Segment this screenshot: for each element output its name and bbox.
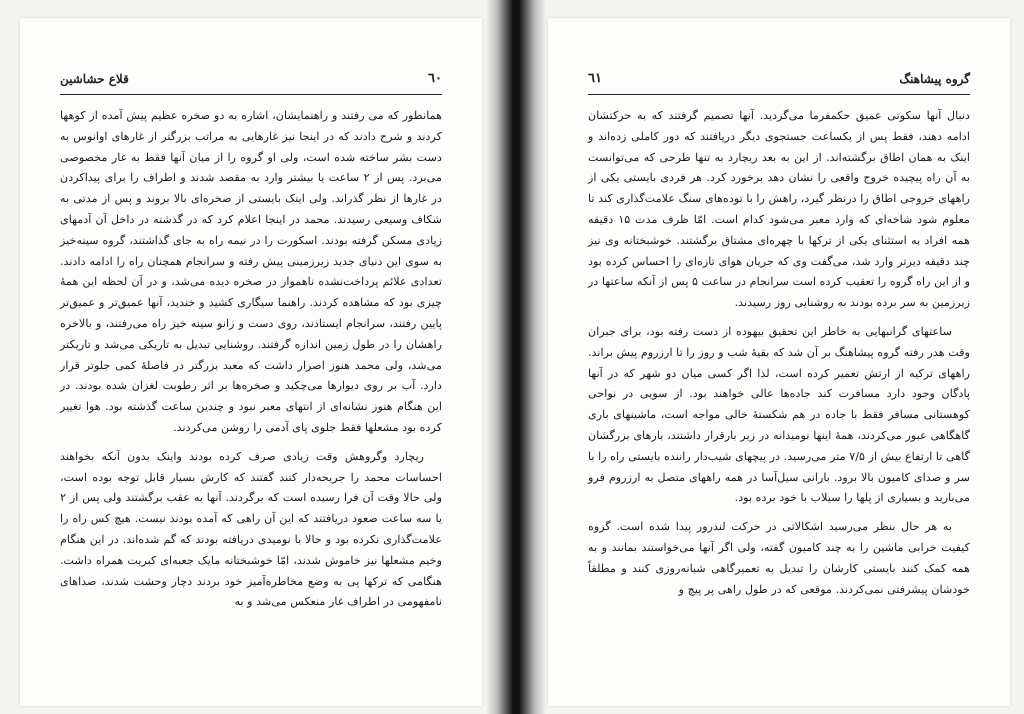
paragraph: دنبال آنها سکوتی عمیق حکمفرما می‌گردید. آنها تصمیم گرفتند که به حرکتشان ادامه دهند، فقط پس از یکساعت جستجوی دیگر دریافتند که دور کاملی زده‌اند و اینک به همان اطاق برگشته‌اند. از این به بعد ریچارد به تنها طرحی که می‌توانست به آن راه پیچیده خروج واقعی را نشان دهد برخورد کرد. هر فردی بایستی یکی از راههای خروجی اطاق را درنظر گیرد، راهش را با توده‌های سنگ علامت‌گذاری کند تا معلوم شود شاخه‌ای که وارد معبر می‌شود کدام است. امّا ظرف مدت ۱۵ دقیقه همه افراد به استثنای یکی از ترکها با چهره‌ای مشتاق برگشتند. خوشبختانه وی نیز چند دقیقه دیرتر وارد شد، می‌گفت وی که جریان هوای تازه‌ای را احساس کرده بود و از این راه گروه را تعقیب کرده است سرانجام در ساعت ۵ پس از آنکه ساعتها در زیرزمین به سر برده بودند به روشنایی روز رسیدند. (588, 109, 970, 310)
left-page-number: ٦٠ (428, 71, 442, 86)
right-page-body (588, 106, 970, 600)
right-running-title: گروه پیشاهنگ (899, 72, 970, 86)
left-running-title: قلاع حشاشين (60, 72, 129, 86)
left-page-body (60, 106, 442, 613)
paragraph: ساعتهای گرانبهایی به خاطر این تحقیق بیهوده از دست رفته بود، برای جبران وقت هدر رفته گروه پیشاهنگ بر آن شد که بقیهٔ شب و روز را تا ارزروم پیش براند. راههای ترکیه از ارتش تعمیر کرده است، لذا اگر کسی میان دو شهر که در آنها پادگان وجود دارد مسافرت کند جاده‌ها عالی خواهند بود. از سویی در نواحی کوهستانی مسافر فقط با جاده در هم شکستهٔ خالی مواجه است، ماشینهای باری گاهگاهی عبور می‌کردند، همهٔ اینها نومیدانه در زیر بارقرار داشتند، بارهای بزرگشان گاهی تا ارتفاع بیش از ۷/۵ متر می‌رسید. در پیچهای شیب‌دار راننده بایستی راه را با سر و صدای کامیون بالا برود. بارانی سیل‌آسا در همه راههای متصل به ارزروم فرو می‌بارید و بسیاری از پلها را سیلاب با خود برده بود. (588, 324, 970, 505)
book-gutter (486, 0, 546, 714)
paragraph: به هر حال بنظر می‌رسید اشکالاتی در حرکت لندرور پیدا شده است. گروه کیفیت خرابی ماشین را به چند کامیون گفته، ولی اگر آنها می‌خواستند بمانند و به همه کمک کنند بایستی کارشان را تبدیل به تعمیرگاهی شبانه‌روزی کنند و مطلقاً خودشان پیشرفتی نمی‌کردند. موقعی که در طول راهی پر پیچ و (588, 520, 970, 596)
right-page-number: ٦١ (588, 71, 602, 86)
right-page-header (588, 68, 970, 95)
paragraph: همانطور که می رفتند و راهنمایشان، اشاره به دو صخره عظیم پیش آمده از کوهها کردند و شرح دادند که در اینجا نیز غارهایی به مراتب بزرگتر از غارهای اوانوس به دست بشر ساخته شده است، ولی او گروه را از میان آنها فقط به غار مخصوصی می‌برد. پس از ۲ ساعت یا بیشتر وارد به مقصد شدند و اطراف را برای پیداکردن در غارها از نظر گذراند. ولی اینک بایستی از صخره‌ای بالا بروند و پس از مدتی به شکاف وسیعی رسیدند. محمد در اینجا اعلام کرد که در گذشته در داخل آن آدمهای زیادی مسکن گرفته بودند. اسکورت را در نیمه راه به جای گذاشتند، گروه سینه‌خیز به سوی این دنیای جدید زیرزمینی پیش رفته و سرانجام همچنان راه را ادامه دادند. تعدادی علائم پرداخت‌نشده ناهموار در صخره دیده می‌شد، و در آن لحظه این همهٔ چیزی بود که مشاهده کردند. راهنما سیگاری کشید و خندید، آنها عمیق‌تر و عمیق‌تر پایین رفتند، سرانجام ایستادند، روی دست و زانو سینه خیز راه می‌رفتند، و بالاخره راهشان را در طول زمین اندازه گرفتند. روشنایی تبدیل به تاریکی می‌شد و تاریکتر می‌شد، ولی محمد هنوز اصرار داشت که معبد بزرگتر در فاصلهٔ کمی جلوتر قرار دارد. آب بر روی دیوارها می‌چکید و صخره‌ها بر اثر رطوبت لغزان شده بودند. در این هنگام هنوز نشانه‌ای از انتهای معبر نبود و چندین ساعت گذشته بود. هوا تغییر کرده بود مشعلها فقط جلوی پای آدمی را روشن می‌کردند. (60, 109, 442, 434)
right-page (548, 18, 1010, 706)
paragraph: ریچارد وگروهش وقت زیادی صرف کرده بودند واینک بدون آنکه بخواهند احساسات محمد را جریحه‌دار کنند گفتند که کارش بسیار قابل توجه بوده است، ولی حالا وقت آن فرا رسیده است که برگردند. آنها به عقب برگشتند ولی پس از ۲ یا سه ساعت صعود دریافتند که این آن راهی که آمده بودند نیست. هیچ کس راه را علامت‌گذاری نکرده بود و حالا با نومیدی دریافته بودند که گم شده‌اند. در این هنگام وخیم مشعلها نیز خاموش شدند، امّا خوشبختانه مایک جعبه‌ای کبریت همراه داشت. هنگامی که ترکها پی به وضع مخاطره‌آمیز خود بردند دچار وحشت شدند، صداهای نامفهومی در اطراف غار منعکس می‌شد و به (60, 449, 442, 609)
left-page-header (60, 68, 442, 95)
left-page (20, 18, 482, 706)
